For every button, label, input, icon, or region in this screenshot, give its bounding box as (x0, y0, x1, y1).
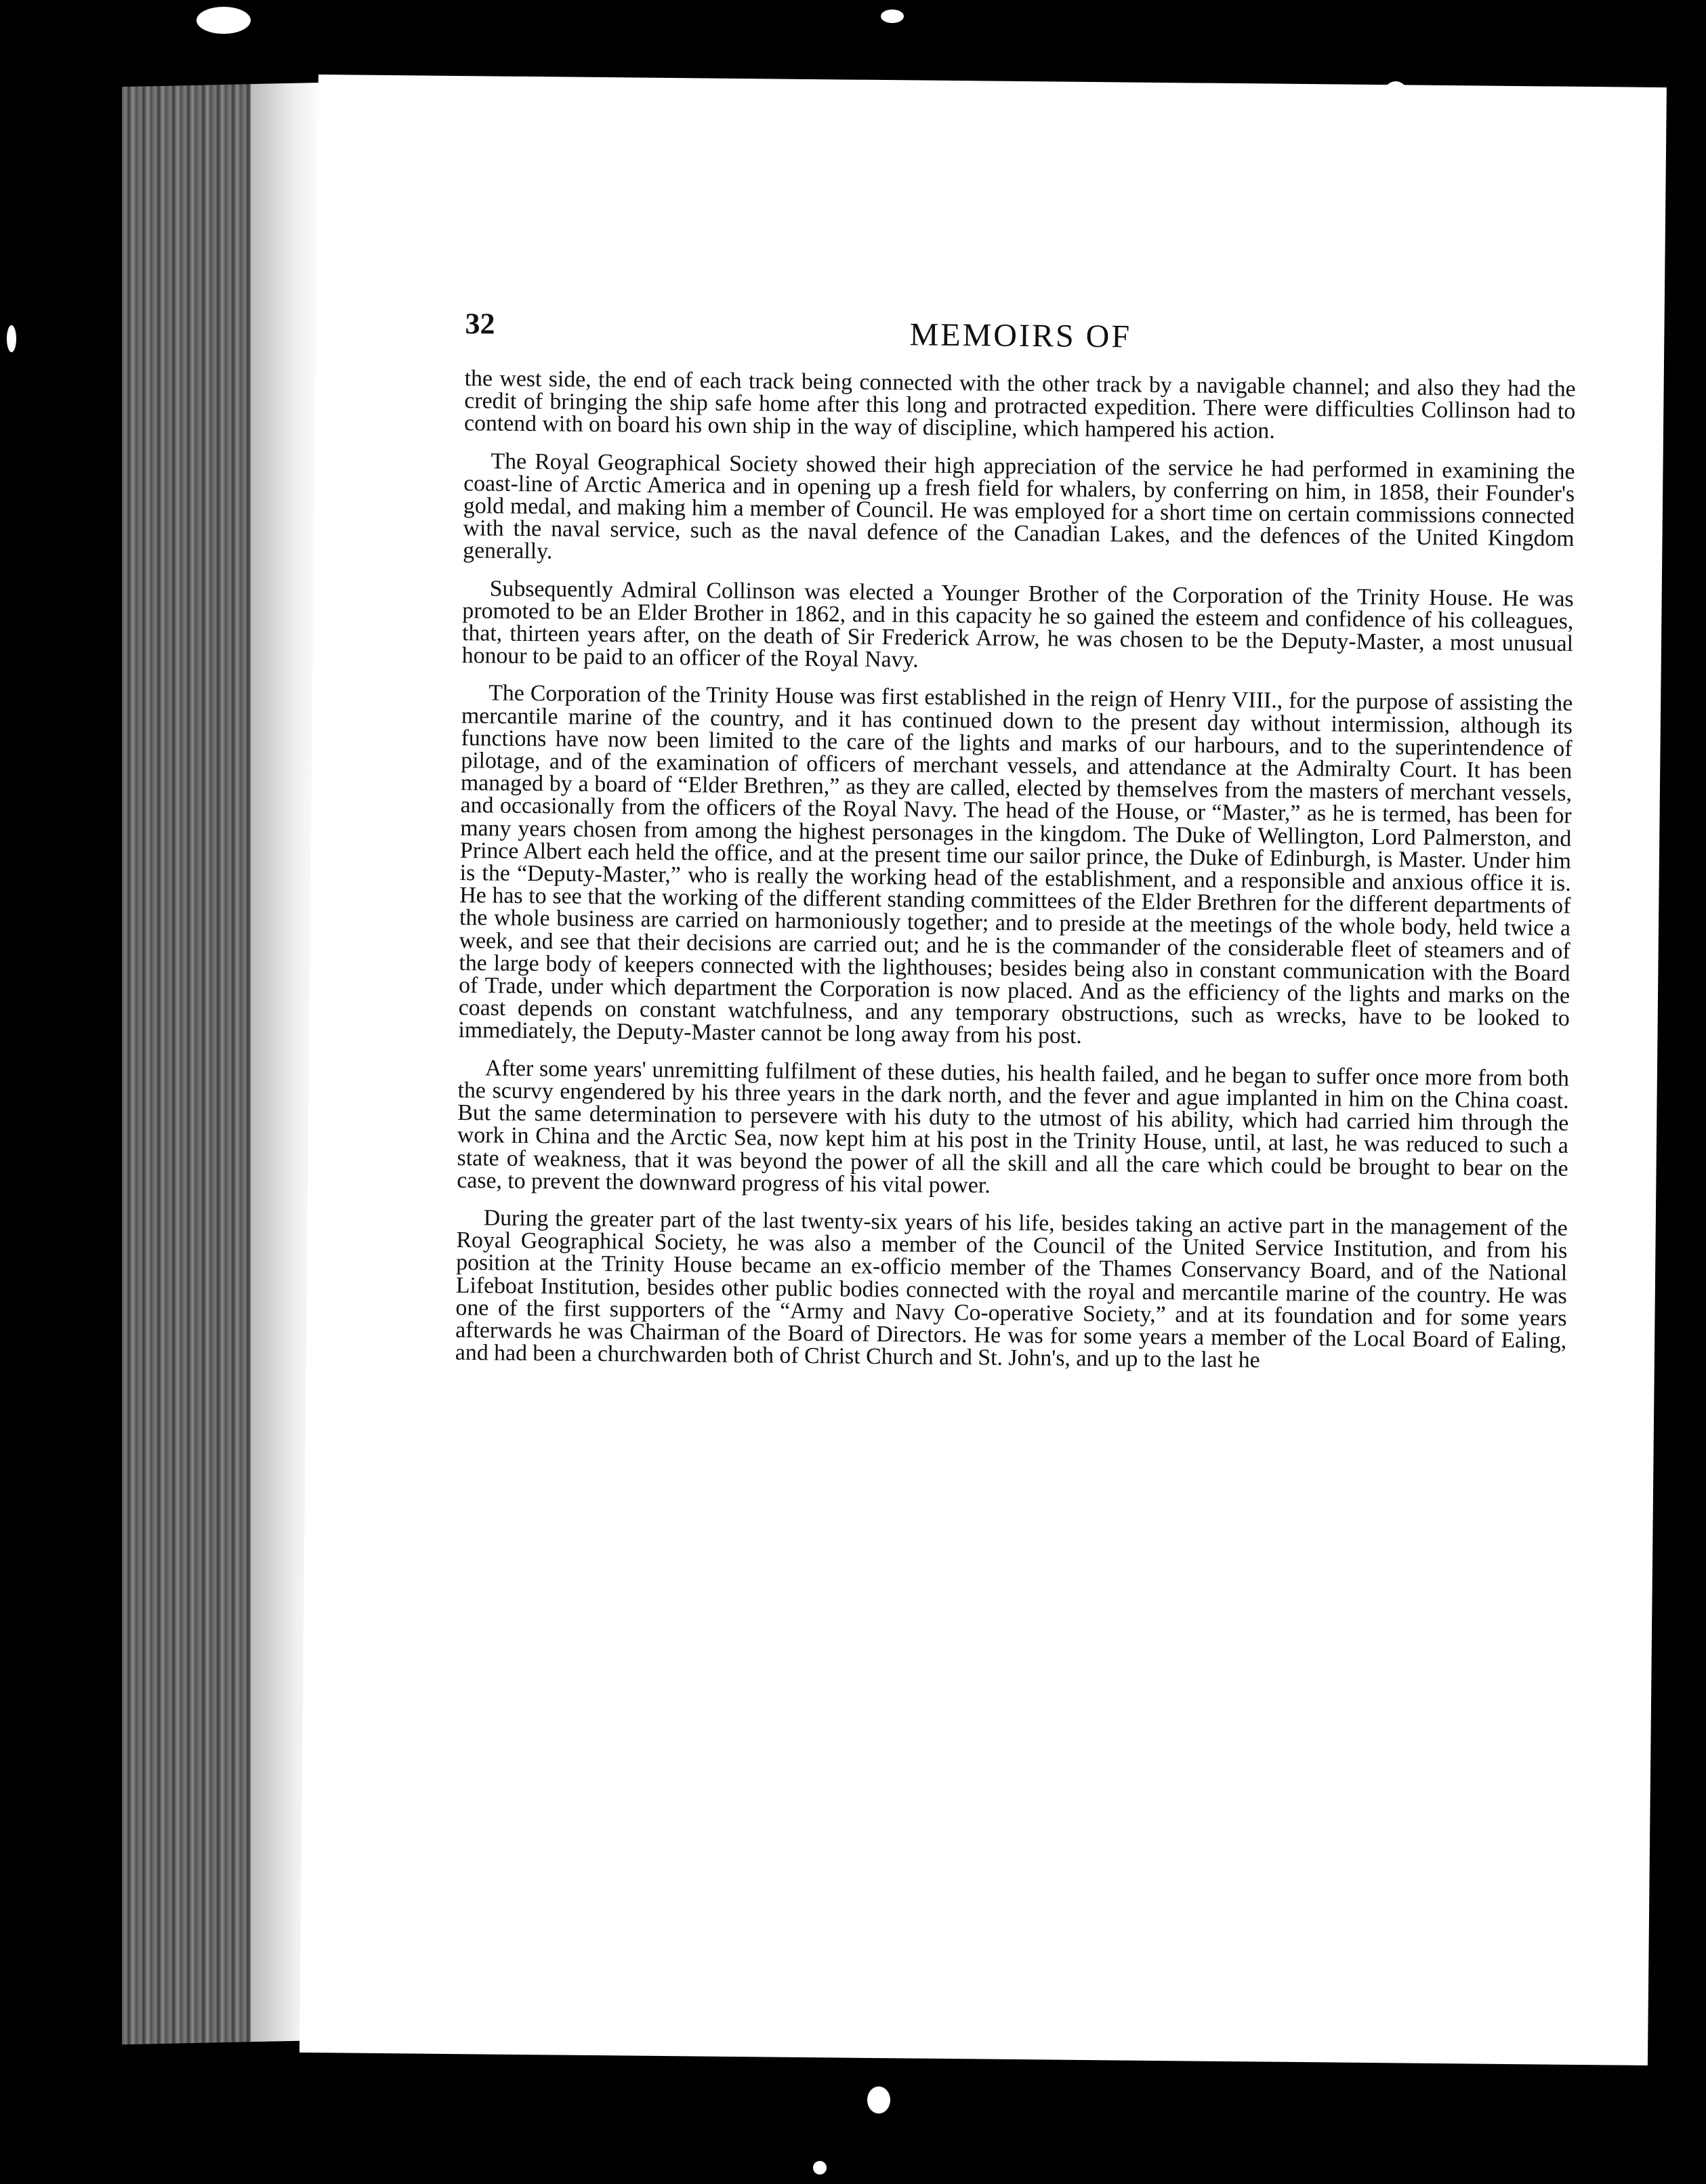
paragraph: Subsequently Admiral Collinson was elected a Younger Brother of the Corporation of the Trinity House. He was promoted to be an Elder Brother in 1862, and in this capacity he so gained the esteem and confidence of his colleagues, that, thirteen years after, on the death of Sir Frederick Arrow, he was chosen to be the Deputy-Master, a most unusual honour to be paid to an officer of the Royal Navy. (461, 576, 1574, 673)
paragraph: The Royal Geographical Society showed their high appreciation of the service he had performed in examining the coast-line of Arctic America and in opening up a fresh field for whalers, by conferring on him, in 1858, their Founder's gold medal, and making him a member of Council. He was employed for a short time on certain commissions connected with the naval service, such as the naval defence of the Canadian Lakes, and the defences of the United Kingdom generally. (463, 448, 1575, 564)
paragraph: After some years' unremitting fulfilment of these duties, his health failed, and he began to suffer once more from both the scurvy engendered by his three years in the dark north, and the fever and ague implanted in him on the China coast. But the same determination to persevere with his duty to the utmost of his ability, which had carried him through the work in China and the Arctic Sea, now kept him at his post in the Trinity House, until, at last, he was reduced to such a state of weakness, that it was beyond the power of all the skill and all the care which could be brought to bear on the case, to prevent the downward progress of his vital power. (457, 1055, 1570, 1198)
paragraph: the west side, the end of each track being connected with the other track by a navigable channel; and also they had the credit of bringing the ship safe home after this long and protracted expedition. There were difficulties Collinson had to contend with on board his own ship in the way of discipline, which hampered his action. (463, 366, 1576, 444)
paragraph: The Corporation of the Trinity House was first established in the reign of Henry VIII., for the purpose of assisting the mercantile marine of the country, and it has continued down to the present day without intermission, although its functions have now been limited to the care of the lights and marks of our harbours, and to the superintendence of pilotage, and of the examination of officers of merchant vessels, and attendance at the Admiralty Court. It has been managed by a board of “Elder Brethren,” as they are called, elected by themselves from the masters of merchant vessels, and occasionally from the officers of the Royal Navy. The head of the House, or “Master,” as he is termed, has been for many years chosen from among the highest personages in the kingdom. The Duke of Wellington, Lord Palmerston, and Prince Albert each held the office, and at the present time our sailor prince, the Duke of Edinburgh, is Master. Under him is the “Deputy-Master,” who is really the working head of the establishment, and a responsible and anxious office it is. He has to see that the working of the different standing committees of the Elder Brethren for the different departments of the whole business are carried on harmoniously together; and to preside at the meetings of the whole body, held twice a week, and see that their decisions are carried out; and he is the commander of the considerable fleet of steamers and of the large body of keepers connected with the lighthouses; besides being also in constant communication with the Board of Trade, under which department the Corporation is now placed. And as the efficiency of the lights and marks on the coast depends on constant watchfulness, and any temporary obstructions, such as wrecks, have to be looked to immediately, the Deputy-Master cannot be long away from his post. (458, 680, 1573, 1049)
running-head: MEMOIRS OF (909, 316, 1132, 355)
book-page-edges (122, 83, 325, 2044)
paragraph: During the greater part of the last twenty-six years of his life, besides taking an active part in the management of the Royal Geographical Society, he was also a member of the Council of the United Service Institution, and from his position at the Trinity House became an ex-officio member of the Thames Conservancy Board, and of the National Lifeboat Institution, besides other public bodies connected with the royal and mercantile marine of the country. He was one of the first supporters of the “Army and Navy Co-operative Society,” and at its foundation and for some years afterwards he was Chairman of the Board of Directors. He was for some years a member of the Local Board of Ealing, and had been a churchwarden both of Christ Church and St. John's, and up to the last he (455, 1205, 1568, 1373)
page-number: 32 (465, 307, 495, 341)
body-text (455, 367, 1576, 1389)
book-page (299, 75, 1667, 2065)
